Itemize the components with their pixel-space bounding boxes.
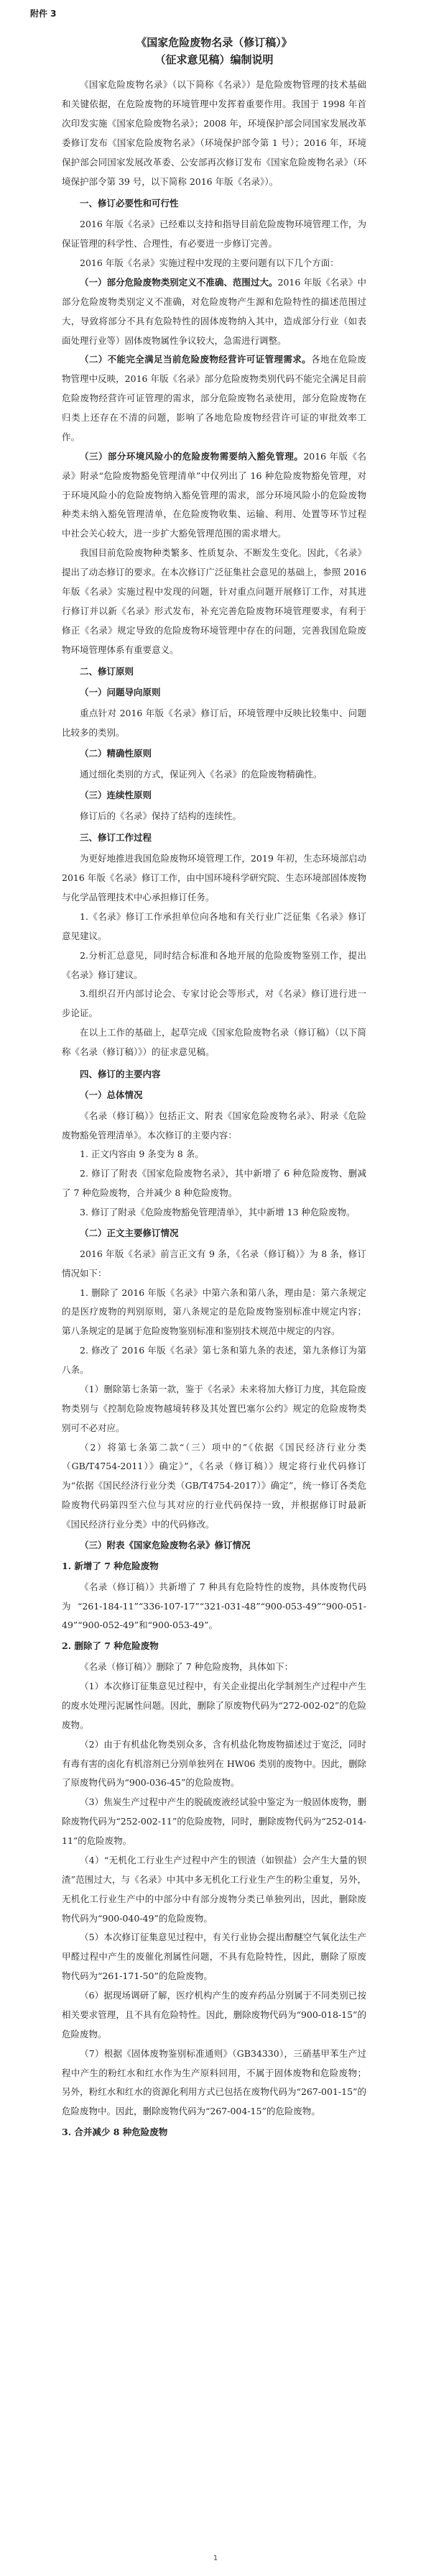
list-item: （2）由于有机盐化物类别众多，含有机盐化物废物描述过于宽泛，同时有毒有害的卤化有机溶剂已分别单独列在 HW06 类别的废物中。因此，删除了原废物代码为“900-036-45”的危险废物。 xyxy=(62,1738,366,1789)
intro-paragraph: 《国家危险废物名录》（以下简称《名录》）是危险废物管理的技术基础和关键依据，在危险废物的环境管理中发挥着重要作用。我国于 1998 年首次印发实施《国家危险废物名录》；2008 年，环境保护部会同国家发展改革委修订发布《国家危险废物名录》（环境保护部令第 1 号）；2016 年，环境保护部会同国家发展改革委、公安部再次修订发布《国家危险废物名录》（环境保护部令第 39 号，以下简称 2016 年版《名录》）。 xyxy=(62,79,366,187)
document-title: 《国家危险废物名录（修订稿）》 xyxy=(136,36,292,50)
subsection-heading: （三）部分环境风险小的危险废物需要纳入豁免管理。 xyxy=(80,450,304,462)
sub-subsection-heading: 1. 新增了 7 种危险废物 xyxy=(62,1560,159,1571)
list-item: （3）焦炭生产过程中产生的脱硫废液经试验中鉴定为一般固体废物，删除废物代码为“252-002-11”的危险废物，同时，删除废物代码为“252-014-11”的危险废物。 xyxy=(62,1796,366,1847)
subsection-text: 2016 年版《名录》中部分危险废物类别定义不准确，对危险废物产生源和危险特性的描述范围过大，导致将部分不具有危险特性的固体废物纳入其中，造成部分行业（如表面处理行业等）固体废物属性争议较大，急需进行调整。 xyxy=(62,276,366,346)
paragraph: 《名录（修订稿）》共新增了 7 种具有危险特性的废物，具体废物代码为“261-184-11”“336-107-17”“321-031-48”“900-053-49”“900-051-49”“900-052-49”和“900-053-49”。 xyxy=(62,1581,366,1631)
list-item: 2. 修改了 2016 年版《名录》第七条和第九条的表述，第九条修订为第八条。 xyxy=(62,1345,366,1376)
paragraph: 《名录（修订稿）》包括正文、附表《国家危险废物名录》、附录《危险废物豁免管理清单》。本次修订的主要内容： xyxy=(62,1110,366,1141)
list-item: （6）据现场调研了解，医疗机构产生的废弃药品分别属于不同类别已按相关要求管理，且不具有危险特性。因此，删除废物代码为“900-018-15”的危险废物。 xyxy=(62,1990,366,2040)
subsection-text: 各地在危险废物管理中反映，2016 年版《名录》部分危险废物类别代码不能完全满足目前危险废物经营许可证管理的需求，部分危险废物名录使用，部分危险废物在归类上还存在不清的问题，影响了各地危险废物经营许可证的审批效率工作。 xyxy=(62,354,366,442)
paragraph: 在以上工作的基础上，起草完成《国家危险废物名录（修订稿）（以下简称《名录（修订稿）》）的征求意见稿。 xyxy=(62,1027,366,1058)
document-subtitle: （征求意见稿）编制说明 xyxy=(154,53,274,67)
attachment-label: 附件 3 xyxy=(30,9,57,19)
list-item: （5）本次修订征集意见过程中，有关行业协会提出醇醚空气氧化法生产甲醛过程中产生的废催化剂属性问题，不具有危险特性，因此，删除了原废物代码为“261-171-50”的危险废物。 xyxy=(62,1932,366,1982)
list-item: 1. 删除了 2016 年版《名录》中第六条和第八条，理由是：第六条规定的是医疗废物的判别原则，第八条规定的是危险废物鉴别标准中规定内容；第八条规定的是属于危险废物鉴别标准和鉴别技术规范中规定的内容。 xyxy=(62,1287,366,1337)
paragraph: 2016 年版《名录》实施过程中发现的主要问题有以下几个方面： xyxy=(80,257,339,269)
section-heading-3: 三、修订工作过程 xyxy=(80,832,152,844)
page-number: 1 xyxy=(213,2554,218,2562)
subsection-paragraph xyxy=(62,350,366,447)
paragraph: 修订后的《名录》保持了结构的连续性。 xyxy=(80,810,242,821)
sub-subsection-heading: 2. 删除了 7 种危险废物 xyxy=(62,1640,159,1652)
subsection-paragraph xyxy=(62,273,366,351)
subsection-heading: （三）连续性原则 xyxy=(80,789,152,800)
subsection-heading: （一）部分危险废物类别定义不准确、范围过大。 xyxy=(80,276,278,288)
section-heading-1: 一、修订必要性和可行性 xyxy=(80,198,179,209)
list-item: （7）根据《固体废物鉴别标准通则》（GB34330），三硝基甲苯生产过程中产生的粉红水和红水作为生产原料回用，不属于固体废物和危险废物；另外，粉红水和红水的资源化利用方式已包括在废物代码为“267-001-15”的危险废物中。因此，删除废物代码为“267-004-15”的危险废物。 xyxy=(62,2047,366,2117)
section-heading-4: 四、修订的主要内容 xyxy=(80,1068,161,1079)
paragraph: 为更好地推进我国危险废物环境管理工作，2019 年初，生态环境部启动 2016 年版《名录》修订工作，由中国环境科学研究院、生态环境部固体废物与化学品管理技术中心承担修订任务。 xyxy=(62,853,366,903)
paragraph: 《名录（修订稿）》删除了 7 种危险废物，具体如下： xyxy=(80,1661,294,1673)
paragraph: 通过细化类别的方式，保证列入《名录》的危险废物精确性。 xyxy=(80,768,323,780)
sub-subsection-heading: 3. 合并减少 8 种危险废物 xyxy=(62,2127,168,2138)
subsection-text: 2016 年版《名录》附录“危险废物豁免管理清单”中仅列出了 16 种危险废物豁免管理，对于环境风险小的危险废物纳入豁免管理的需求，部分环境风险小的危险废物种类未纳入豁免管理清单，在危险废物收集、运输、利用、处置等环节过程中社会关心较大，进一步扩大豁免管理范围的需求增大。 xyxy=(62,450,366,539)
list-item: 1.《名录》修订工作承担单位向各地和有关行业广泛征集《名录》修订意见建议。 xyxy=(62,910,366,941)
paragraph: 我国目前危险废物种类繁多、性质复杂、不断发生变化。因此，《名录》提出了动态修订的要求。在本次修订广泛征集社会意见的基础上，参照 2016 年版《名录》实施过程中发现的问题，针对重点问题开展修订工作，对其进行修订并以新《名录》形式发布，补充完善危险废物环境管理要求，有利于修正《名录》规定导致的危险废物环境管理中存在的问题，完善我国危险废物环境管理体系有重要意义。 xyxy=(62,547,366,655)
list-item: 2.分析汇总意见，同时结合标准和各地开展的危险废物鉴别工作，提出《名录》修订建议。 xyxy=(62,949,366,980)
section-heading-2: 二、修订原则 xyxy=(80,666,134,677)
subsection-heading: （二）不能完全满足当前危险废物经营许可证管理需求。 xyxy=(80,354,312,365)
paragraph: 重点针对 2016 年版《名录》修订后，环境管理中反映比较集中、问题比较多的类别。 xyxy=(62,708,366,739)
subsection-heading: （一）总体情况 xyxy=(80,1089,143,1100)
list-item: （2）将第七条第二款“（三）项中的”《依据《国民经济行业分类（GB/T4754-2011）》确定》”，《名录（修订稿）》规定将行业代码修订为“依据《国民经济行业分类（GB/T4754-2017）》确定”，统一修订各类危险废物代码第四至六位与其对应的行业代码保持一致，并根据修订时最新《国民经济行业分类》中的代码修改。 xyxy=(62,1441,366,1530)
list-item: （4）“无机化工行业生产过程中产生的钡渣（如钡盐）会产生大量的钡渣”范围过大，与《名录》中其中多无机化工行业生产生的粉尘重复，另外，无机化工行业生产中的中部分中有部分废物分类已单独列出，因此，删除废物代码为“900-040-49”的危险废物。 xyxy=(62,1854,366,1924)
list-item: 1. 正文内容由 9 条变为 8 条。 xyxy=(80,1148,204,1160)
list-item: 3. 修订了附录《危险废物豁免管理清单》，其中新增 13 种危险废物。 xyxy=(80,1207,356,1218)
subsection-paragraph xyxy=(62,447,366,544)
paragraph: 2016 年版《名录》前言正文有 9 条，《名录（修订稿）》为 8 条，修订情况如下： xyxy=(62,1248,366,1279)
list-item: 2. 修订了附表《国家危险废物名录》，其中新增了 6 种危险废物、删减了 7 种危险废物，合并减少 8 种危险废物。 xyxy=(62,1168,366,1199)
paragraph: 2016 年版《名录》已经难以支持和指导目前危险废物环境管理工作，为保证管理的科学性、合理性，有必要进一步修订完善。 xyxy=(62,219,366,250)
list-item: （1）删除第七条第一款，鉴于《名录》未来将加大修订力度，其危险废物类别与《控制危险废物越境转移及其处置巴塞尔公约》规定的危险废物类别可不必对应。 xyxy=(62,1383,366,1433)
list-item: （1）本次修订征集意见过程中，有关企业提出化学制剂生产过程中产生的废水处理污泥属性问题。因此，删除了原废物代码为“272-002-02”的危险废物。 xyxy=(62,1681,366,1730)
subsection-heading: （二）正文主要修订情况 xyxy=(80,1227,179,1238)
subsection-heading: （二）精确性原则 xyxy=(80,747,152,759)
subsection-heading: （三）附表《国家危险废物名录》修订情况 xyxy=(80,1539,251,1550)
subsection-heading: （一）问题导向原则 xyxy=(80,687,161,698)
list-item: 3.组织召开内部讨论会、专家讨论会等形式，对《名录》修订进行进一步论证。 xyxy=(62,988,366,1019)
